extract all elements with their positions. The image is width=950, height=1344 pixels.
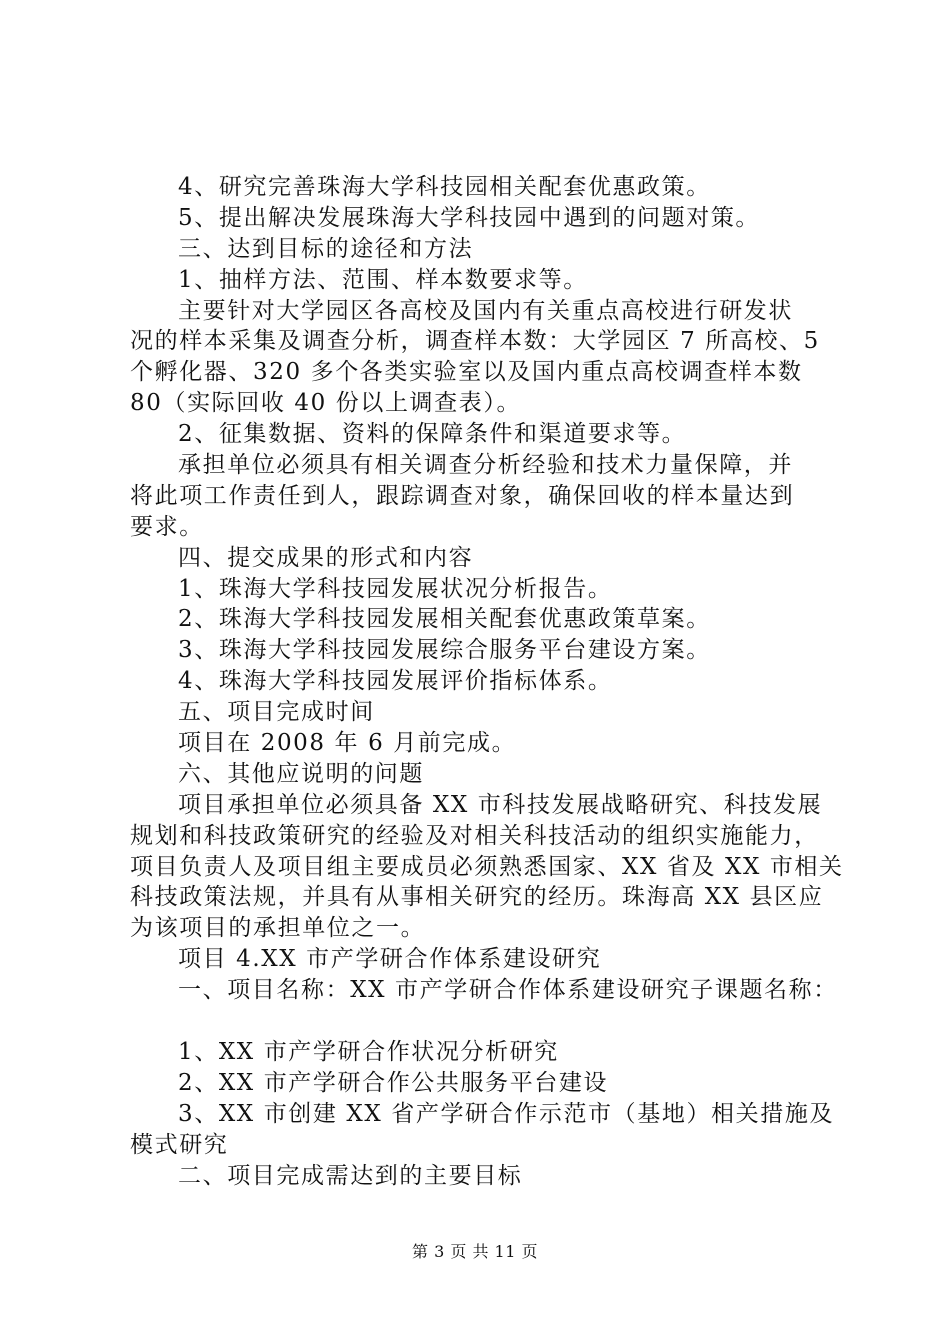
paragraph-line: 将此项工作责任到人，跟踪调查对象，确保回收的样本量达到: [130, 482, 795, 509]
section-heading: 六、其他应说明的问题: [178, 760, 424, 787]
paragraph-line: 个孵化器、320 多个各类实验室以及国内重点高校调查样本数: [130, 359, 803, 386]
list-item: 2、XX 市产学研合作公共服务平台建设: [178, 1069, 609, 1096]
section-heading: 四、提交成果的形式和内容: [178, 544, 474, 571]
paragraph-line: 规划和科技政策研究的经验及对相关科技活动的组织实施能力，: [130, 822, 819, 849]
list-item: 3、珠海大学科技园发展综合服务平台建设方案。: [178, 637, 711, 664]
paragraph-line: 项目在 2008 年 6 月前完成。: [178, 730, 517, 757]
list-item: 1、珠海大学科技园发展状况分析报告。: [178, 575, 613, 602]
section-heading: 五、项目完成时间: [178, 699, 375, 726]
list-item: 2、征集数据、资料的保障条件和渠道要求等。: [178, 421, 687, 448]
list-item: 1、XX 市产学研合作状况分析研究: [178, 1038, 559, 1065]
paragraph-line: 为该项目的承担单位之一。: [130, 915, 426, 942]
section-heading: 三、达到目标的途径和方法: [178, 235, 474, 262]
paragraph-line: 主要针对大学园区各高校及国内有关重点高校进行研发状: [178, 297, 793, 324]
document-body: [130, 172, 844, 1191]
list-item: 2、珠海大学科技园发展相关配套优惠政策草案。: [178, 606, 711, 633]
paragraph-line: 承担单位必须具有相关调查分析经验和技术力量保障，并: [178, 452, 793, 479]
list-item: 4、珠海大学科技园发展评价指标体系。: [178, 668, 613, 695]
paragraph-line: 要求。: [130, 513, 204, 540]
section-heading: 一、项目名称：XX 市产学研合作体系建设研究子课题名称：: [178, 977, 838, 1004]
paragraph-line: 模式研究: [130, 1131, 229, 1158]
paragraph-line: 项目承担单位必须具备 XX 市科技发展战略研究、科技发展: [178, 791, 823, 818]
paragraph-line: 80（实际回收 40 份以上调查表）。: [130, 390, 522, 417]
paragraph-line: 项目负责人及项目组主要成员必须熟悉国家、XX 省及 XX 市相关: [130, 853, 844, 880]
list-item: 4、研究完善珠海大学科技园相关配套优惠政策。: [178, 174, 711, 200]
blank-line: [130, 1006, 830, 1037]
paragraph-line: 况的样本采集及调查分析，调查样本数：大学园区 7 所高校、5: [130, 328, 820, 355]
list-item: 3、XX 市创建 XX 省产学研合作示范市（基地）相关措施及: [178, 1100, 835, 1127]
section-heading: 二、项目完成需达到的主要目标: [178, 1162, 523, 1189]
page-footer: 第 3 页 共 11 页: [412, 1242, 538, 1261]
project-heading: 项目 4.XX 市产学研合作体系建设研究: [178, 946, 602, 973]
list-item: 1、抽样方法、范围、样本数要求等。: [178, 266, 588, 293]
list-item: 5、提出解决发展珠海大学科技园中遇到的问题对策。: [178, 204, 761, 231]
paragraph-line: 科技政策法规，并具有从事相关研究的经历。珠海高 XX 县区应: [130, 884, 824, 911]
